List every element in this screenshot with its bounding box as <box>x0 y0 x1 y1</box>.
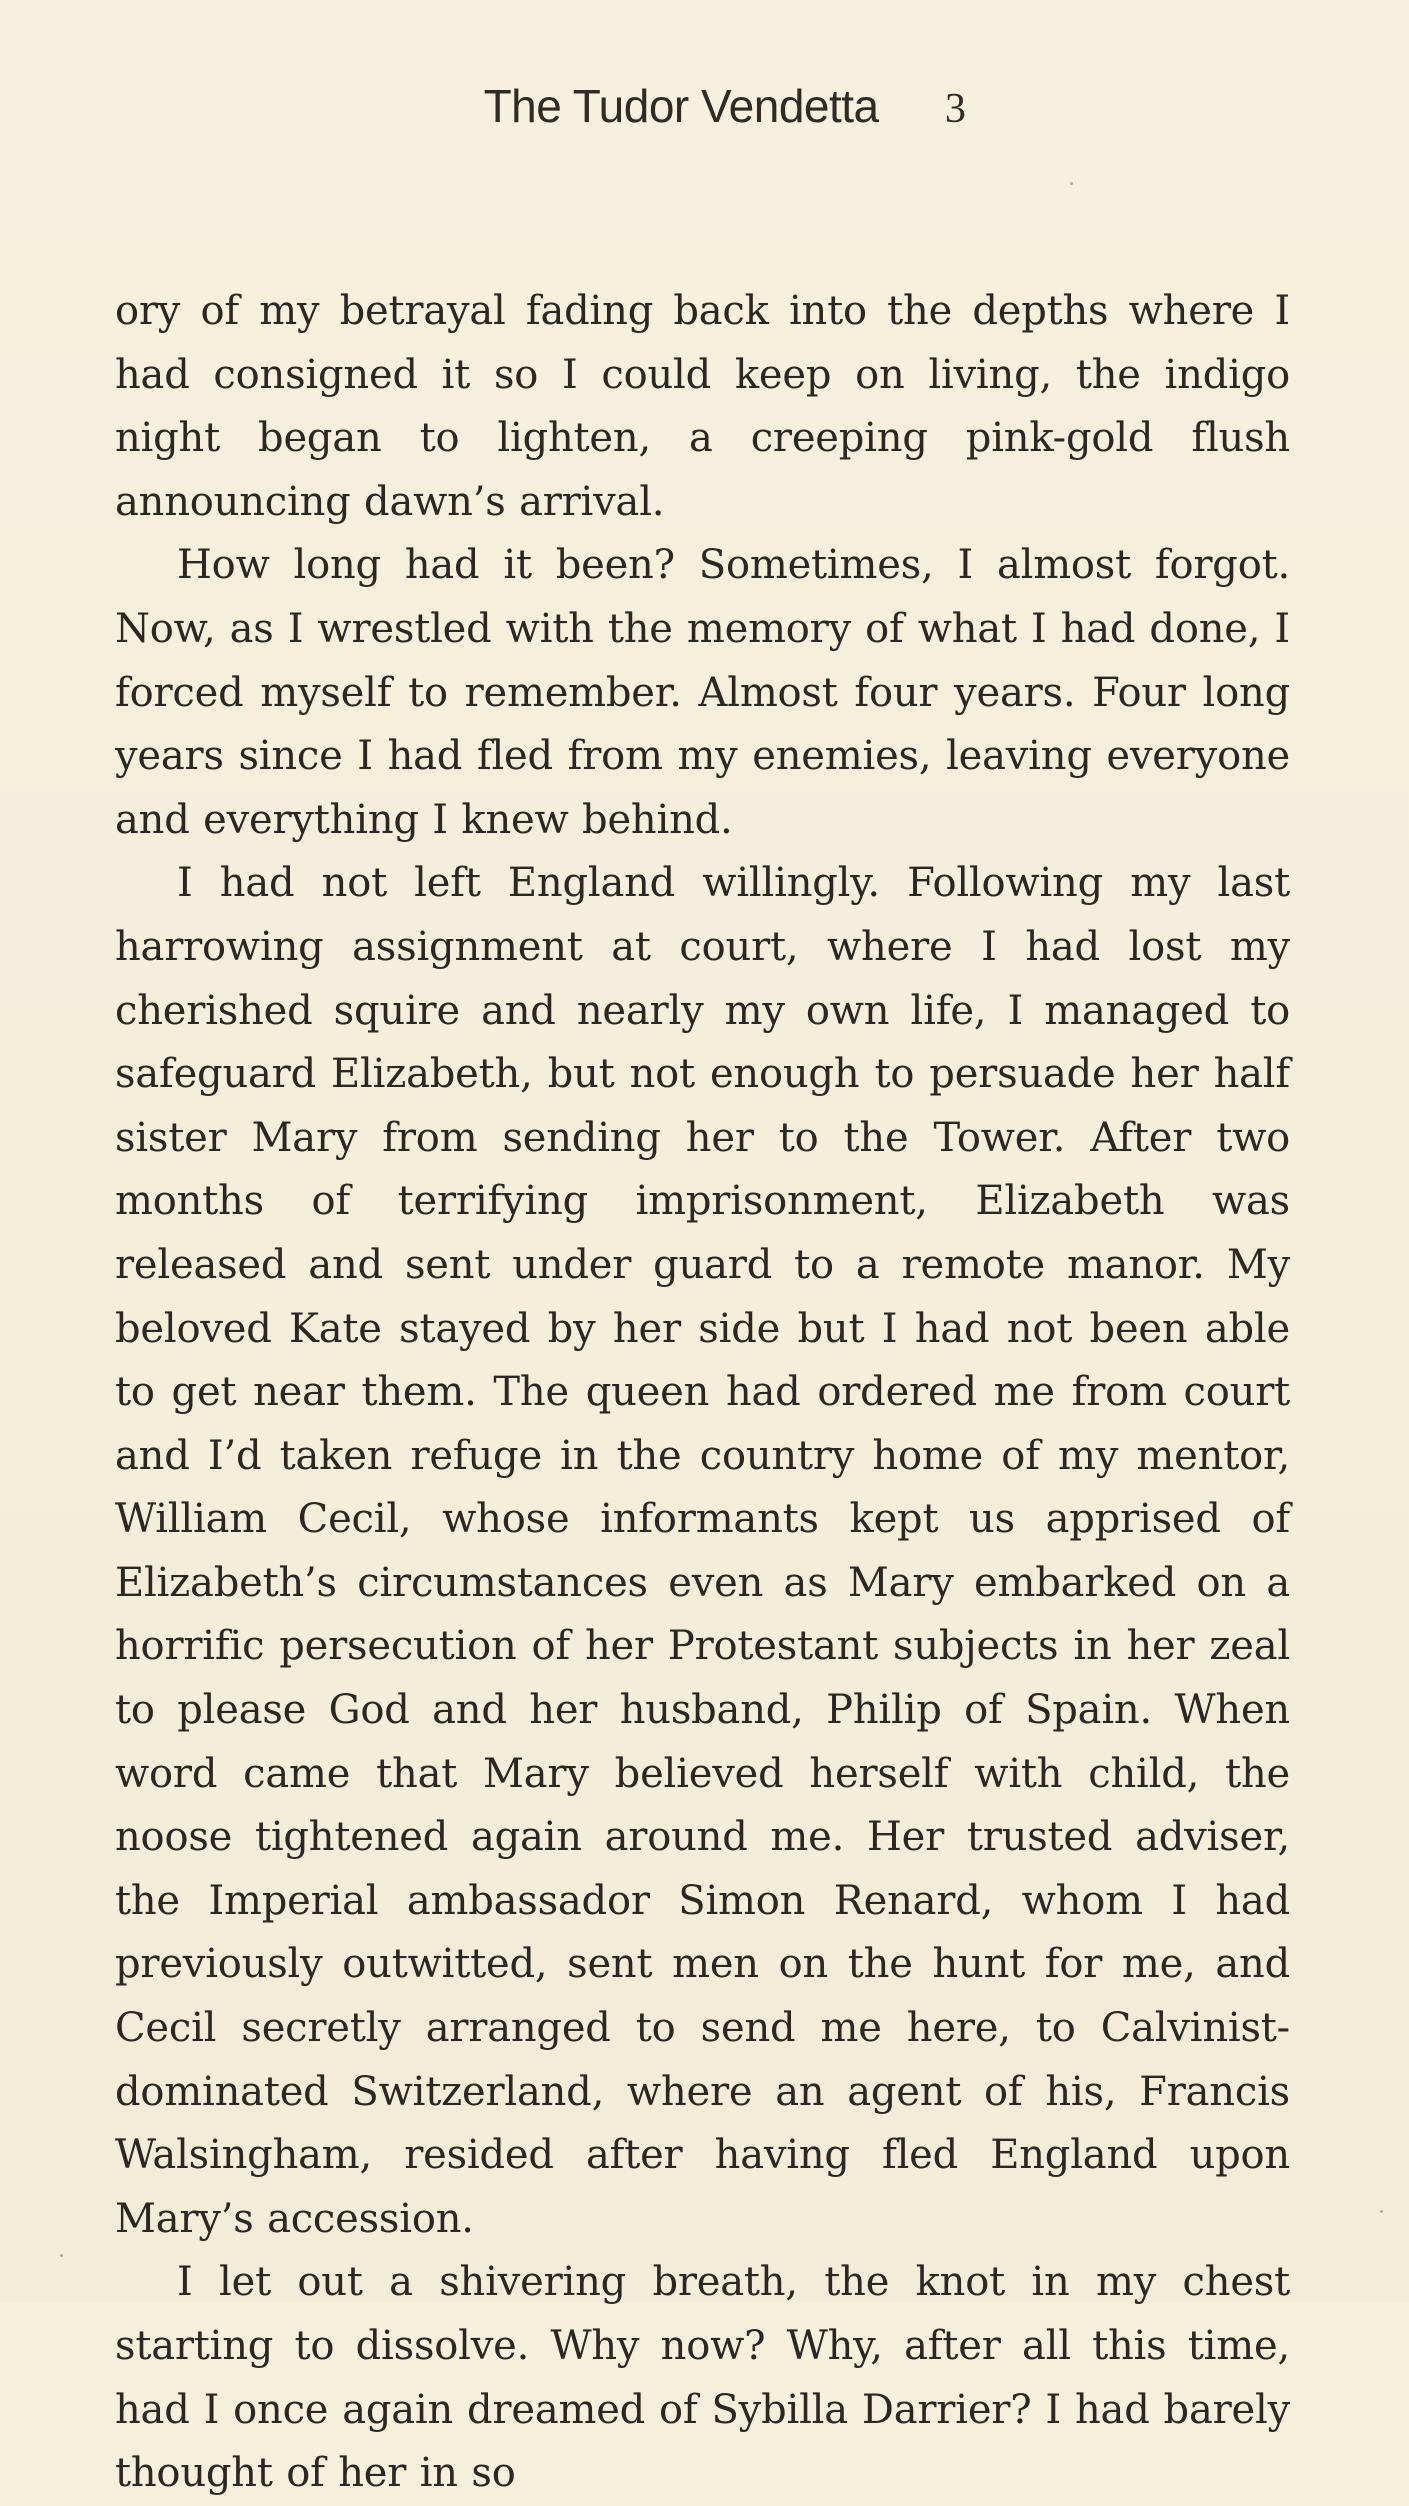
paper-speck <box>1380 2210 1383 2213</box>
running-head <box>0 76 1409 139</box>
book-title: The Tudor Vendetta <box>483 80 879 132</box>
paragraph: ory of my betrayal fading back into the depths where I had consigned it so I could keep on living, the indigo night began to lighten, a creeping pink-gold flush announcing dawn’s arrival. <box>115 288 1290 525</box>
body-text <box>115 280 1290 2506</box>
paper-speck <box>1070 182 1073 185</box>
paper-speck <box>60 2254 63 2257</box>
page-number: 3 <box>944 86 966 132</box>
paragraph: I had not left England willingly. Following my last harrowing assignment at court, where I had lost my cherished squire and nearly my own life, I managed to safeguard Elizabeth, but not enough to persuade her half sister Mary from sending her to the Tower. After two months of terrifying imprisonment, Elizabeth was released and sent under guard to a remote manor. My beloved Kate stayed by her side but I had not been able to get near them. The queen had ordered me from court and I’d taken refuge in the country home of my mentor, William Cecil, whose informants kept us apprised of Elizabeth’s circumstances even as Mary embarked on a horrific persecution of her Protestant subjects in her zeal to please God and her husband, Philip of Spain. When word came that Mary believed herself with child, the noose tightened again around me. Her trusted adviser, the Imperial ambassador Simon Renard, whom I had previously outwitted, sent men on the hunt for me, and Cecil secretly arranged to send me here, to Calvinist-dominated Switzerland, where an agent of his, Francis Walsingham, resided after having fled England upon Mary’s accession. <box>115 860 1290 2242</box>
paragraph: I let out a shivering breath, the knot in my chest starting to dissolve. Why now? Why, after all this time, had I once again dreamed of Sybilla Darrier? I had barely thought of her in so <box>115 2259 1290 2497</box>
paragraph: How long had it been? Sometimes, I almost forgot. Now, as I wrestled with the memory of what I had done, I forced myself to remember. Almost four years. Four long years since I had fled from my enemies, leaving everyone and everything I knew behind. <box>115 542 1290 843</box>
